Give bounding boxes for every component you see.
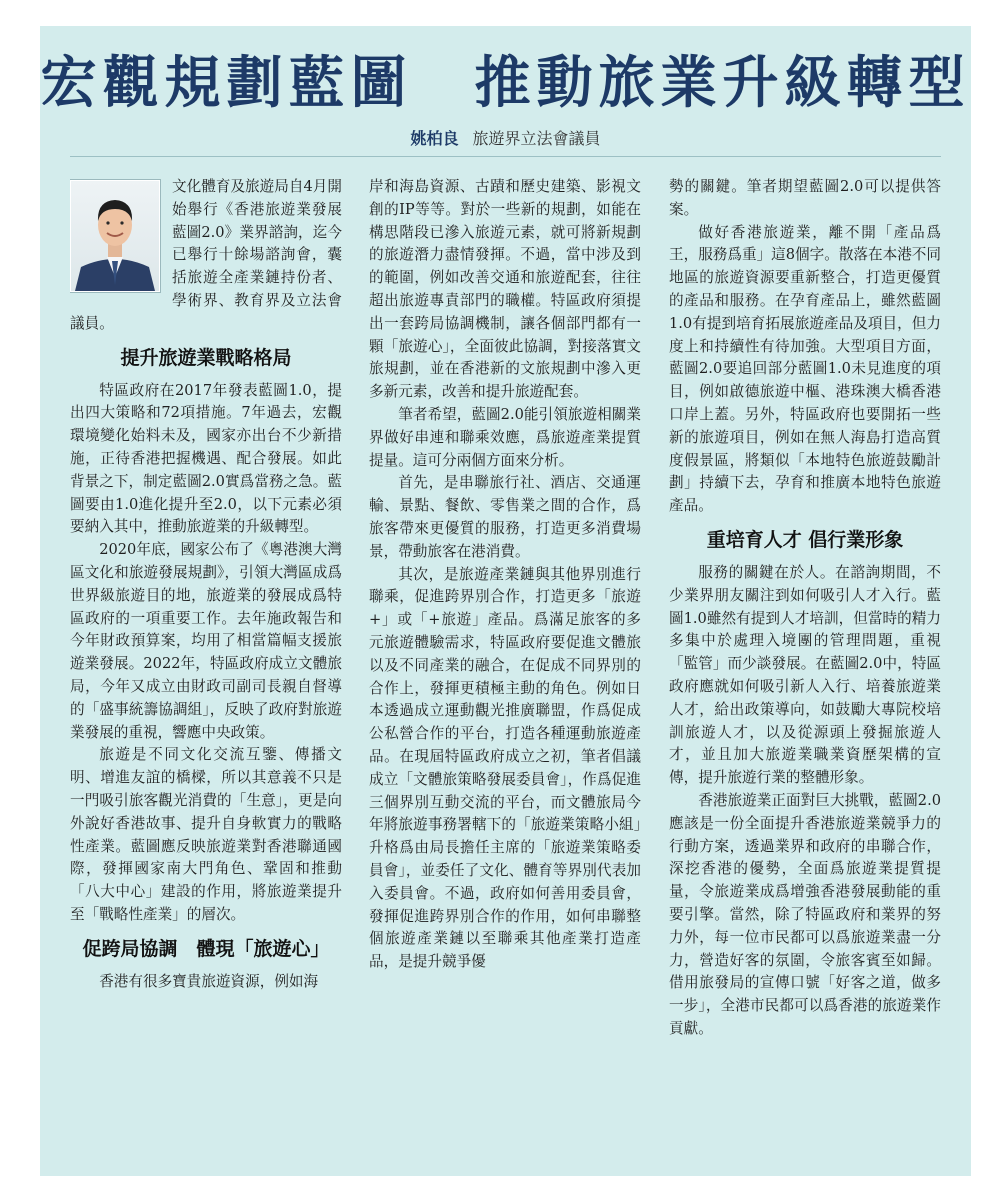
headline: 宏觀規劃藍圖 推動旅業升級轉型 bbox=[40, 51, 971, 116]
section-heading: 促跨局協調 體現「旅遊心」 bbox=[82, 937, 330, 960]
column-3 bbox=[669, 176, 941, 1166]
paragraph: 岸和海島資源、古蹟和歷史建築、影視文創的IP等等。對於一些新的規劃，如能在構思階段已滲入旅遊元素，就可將新規劃的旅遊潛力盡情發揮。不過，當中涉及到的範圍，例如改善交通和旅遊配套，往往超出旅遊專責部門的職權。特區政府須提出一套跨局協調機制，讓各個部門都有一顆「旅遊心」，全面彼此協調，對接落實文旅規劃，並在香港新的文旅規劃中滲入更多新元素，改善和提升旅遊配套。 bbox=[369, 178, 641, 401]
author-photo bbox=[70, 180, 160, 292]
paragraph: 2020年底，國家公布了《粵港澳大灣區文化和旅遊發展規劃》，引領大灣區成爲世界級旅遊目的地，旅遊業的發展成爲特區政府的一項重要工作。去年施政報告和今年財政預算案，均用了相當篇幅支援旅遊業發展。2022年，特區政府成立文體旅局，今年又成立由財政司副司長親自督導的「盛事統籌協調組」，反映了政府對旅遊業發展的重視，響應中央政策。 bbox=[70, 541, 342, 741]
paragraph: 服務的關鍵在於人。在諮詢期間，不少業界朋友關注到如何吸引人才入行。藍圖1.0雖然有提到人才培訓，但當時的精力多集中於處理入境團的管理問題，重視「監管」而少談發展。在藍圖2.0中，特區政府應就如何吸引新人入行、培養旅遊業人才，給出政策導向，如鼓勵大專院校培訓旅遊人才，以及從源頭上發掘旅遊人才，並且加大旅遊業職業資歷架構的宣傳，提升旅遊行業的整體形象。 bbox=[669, 563, 941, 787]
byline-divider bbox=[70, 156, 941, 157]
author-role: 旅遊界立法會議員 bbox=[472, 129, 601, 148]
paragraph: 其次，是旅遊產業鏈與其他界別進行聯乘，促進跨界別合作，打造更多「旅遊+」或「+旅遊」產品。爲滿足旅客的多元旅遊體驗需求，特區政府要促進文體旅以及不同產業的融合，在促成不同界別的合作上，發揮更積極主動的角色。例如日本透過成立運動觀光推廣聯盟，作爲促成公私營合作的平台，打造各種運動旅遊產品。在現屆特區政府成立之初，筆者倡議成立「文體旅策略發展委員會」，作爲促進三個界別互動交流的平台，而文體旅局今年將旅遊事務署轄下的「旅遊業策略小組」升格爲由局長擔任主席的「旅遊業策略委員會」，並委任了文化、體育等界別代表加入委員會。不過，政府如何善用委員會，發揮促進跨界別合作的作用，如何串聯整個旅遊產業鏈以至聯乘其他產業打造產品，是提升競爭優 bbox=[369, 565, 641, 971]
paragraph: 香港旅遊業正面對巨大挑戰，藍圖2.0應該是一份全面提升香港旅遊業競爭力的行動方案，透過業界和政府的串聯合作，深挖香港的優勢，全面爲旅遊業提質提量，令旅遊業成爲增強香港發展動能的重要引擎。當然，除了特區政府和業界的努力外，每一位市民都可以爲旅遊業盡一分力，營造好客的氛圍，令旅客賓至如歸。借用旅發局的宣傳口號「好客之道，做多一步」，全港市民都可以爲香港的旅遊業作貢獻。 bbox=[669, 791, 941, 1037]
paragraph: 勢的關鍵。筆者期望藍圖2.0可以提供答案。 bbox=[669, 178, 941, 218]
column-2 bbox=[369, 176, 641, 1166]
section-heading: 提升旅遊業戰略格局 bbox=[120, 346, 292, 369]
paragraph: 首先，是串聯旅行社、酒店、交通運輸、景點、餐飲、零售業之間的合作，爲旅客帶來更優質的服務，打造更多消費場景，帶動旅客在港消費。 bbox=[369, 474, 641, 560]
paragraph: 香港有很多寶貴旅遊資源，例如海 bbox=[99, 972, 319, 990]
paragraph: 筆者希望，藍圖2.0能引領旅遊相關業界做好串連和聯乘效應，爲旅遊產業提質提量。這可分兩個方面來分析。 bbox=[369, 405, 641, 469]
byline bbox=[40, 128, 971, 150]
intro-paragraph: 文化體育及旅遊局自4月開始舉行《香港旅遊業發展藍圖2.0》業界諮詢，迄今已舉行十餘場諮詢會，囊括旅遊全產業鏈持份者、學術界、教育界及立法會議員。 bbox=[70, 178, 342, 332]
article-panel bbox=[40, 26, 971, 1176]
author-name: 姚柏良 bbox=[410, 129, 459, 148]
paragraph: 特區政府在2017年發表藍圖1.0，提出四大策略和72項措施。7年過去，宏觀環境變化始料未及，國家亦出台不少新措施，正待香港把握機遇、配合發展。如此背景之下，制定藍圖2.0實爲當務之急。藍圖要由1.0進化提升至2.0，以下元素必須要納入其中，推動旅遊業的升級轉型。 bbox=[70, 381, 342, 536]
paragraph: 旅遊是不同文化交流互鑒、傳播文明、增進友誼的橋樑，所以其意義不只是一門吸引旅客觀光消費的「生意」，更是向外說好香港故事、提升自身軟實力的戰略性產業。藍圖應反映旅遊業對香港聯通國際，發揮國家南大門角色、鞏固和推動「八大中心」建設的作用，將旅遊業提升至「戰略性產業」的層次。 bbox=[70, 746, 342, 923]
paragraph: 做好香港旅遊業，離不開「產品爲王，服務爲重」這8個字。散落在本港不同地區的旅遊資源要重新整合，打造更優質的產品和服務。在孕育產品上，雖然藍圖1.0有提到培育拓展旅遊產品及項目，但力度上和持續性有待加強。大型項目方面，藍圖2.0要追回部分藍圖1.0未見進度的項目，例如啟德旅遊中樞、港珠澳大橋香港口岸上蓋。另外，特區政府也要開拓一些新的旅遊項目，例如在無人海島打造高質度假景區，將類似「本地特色旅遊鼓勵計劃」持續下去，孕育和推廣本地特色旅遊產品。 bbox=[669, 223, 941, 515]
author-portrait-image bbox=[71, 181, 159, 291]
column-1 bbox=[70, 176, 342, 1166]
section-heading: 重培育人才 倡行業形象 bbox=[706, 528, 904, 551]
